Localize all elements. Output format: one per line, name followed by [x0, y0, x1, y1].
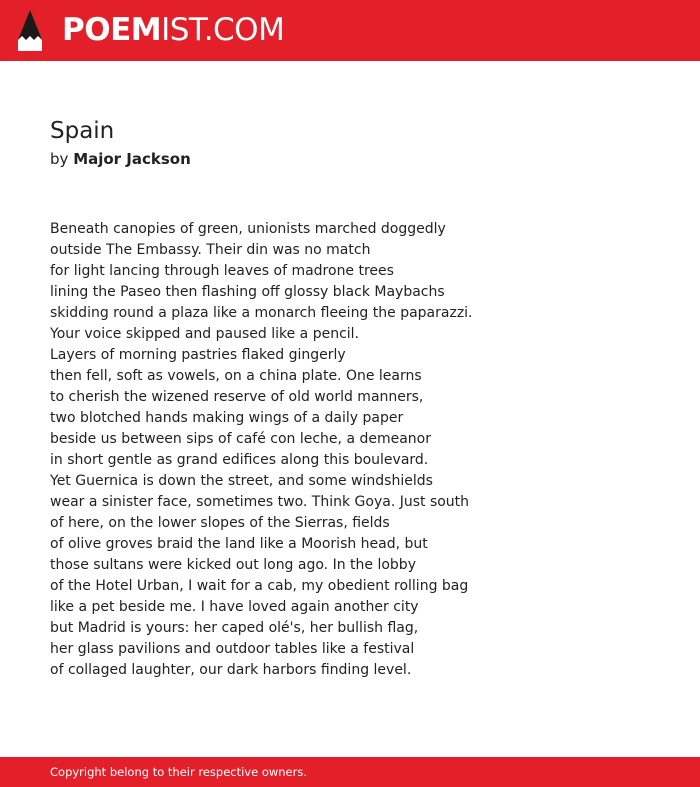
poem-line: Your voice skipped and paused like a pencil.: [50, 326, 360, 342]
poem-line: like a pet beside me. I have loved again another city: [50, 599, 419, 615]
site-footer: [0, 757, 700, 787]
poem-line: beside us between sips of café con leche, a demeanor: [50, 431, 431, 447]
poem-author: Major Jackson: [73, 150, 191, 168]
poem-line: Beneath canopies of green, unionists marched doggedly: [50, 221, 446, 237]
poem-line: of here, on the lower slopes of the Sierras, fields: [50, 515, 390, 531]
site-header: [0, 0, 700, 61]
poem-title: Spain: [50, 118, 115, 144]
poem-line: of collaged laughter, our dark harbors finding level.: [50, 662, 412, 678]
by-label: by: [50, 150, 69, 168]
poem-line: wear a sinister face, sometimes two. Think Goya. Just south: [50, 494, 470, 510]
poem-line: to cherish the wizened reserve of old world manners,: [50, 389, 424, 405]
site-logo[interactable]: [62, 12, 284, 48]
poem-line: of the Hotel Urban, I wait for a cab, my obedient rolling bag: [50, 578, 469, 594]
poem-line: two blotched hands making wings of a daily paper: [50, 410, 404, 426]
copyright-notice: Copyright belong to their respective owners.: [50, 765, 308, 779]
poem-line: but Madrid is yours: her caped olé's, her bullish flag,: [50, 620, 419, 636]
poem-body: [50, 219, 670, 681]
logo-bold-text: POEM: [62, 12, 162, 48]
poem-line: skidding round a plaza like a monarch fleeing the paparazzi.: [50, 305, 473, 321]
poem-line: in short gentle as grand edifices along this boulevard.: [50, 452, 429, 468]
poem-line: then fell, soft as vowels, on a china plate. One learns: [50, 368, 422, 384]
poem-line: Yet Guernica is down the street, and some windshields: [50, 473, 433, 489]
poem-line: those sultans were kicked out long ago. In the lobby: [50, 557, 416, 573]
poem-line: Layers of morning pastries flaked gingerly: [50, 347, 346, 363]
poem-line: outside The Embassy. Their din was no match: [50, 242, 371, 258]
poem-line: for light lancing through leaves of madrone trees: [50, 263, 394, 279]
poem-byline: [50, 148, 191, 170]
logo-light-text: IST.COM: [161, 12, 285, 48]
poem-line: her glass pavilions and outdoor tables like a festival: [50, 641, 415, 657]
pencil-icon[interactable]: [18, 10, 42, 51]
poem-line: lining the Paseo then flashing off glossy black Maybachs: [50, 284, 445, 300]
poem-line: of olive groves braid the land like a Moorish head, but: [50, 536, 428, 552]
